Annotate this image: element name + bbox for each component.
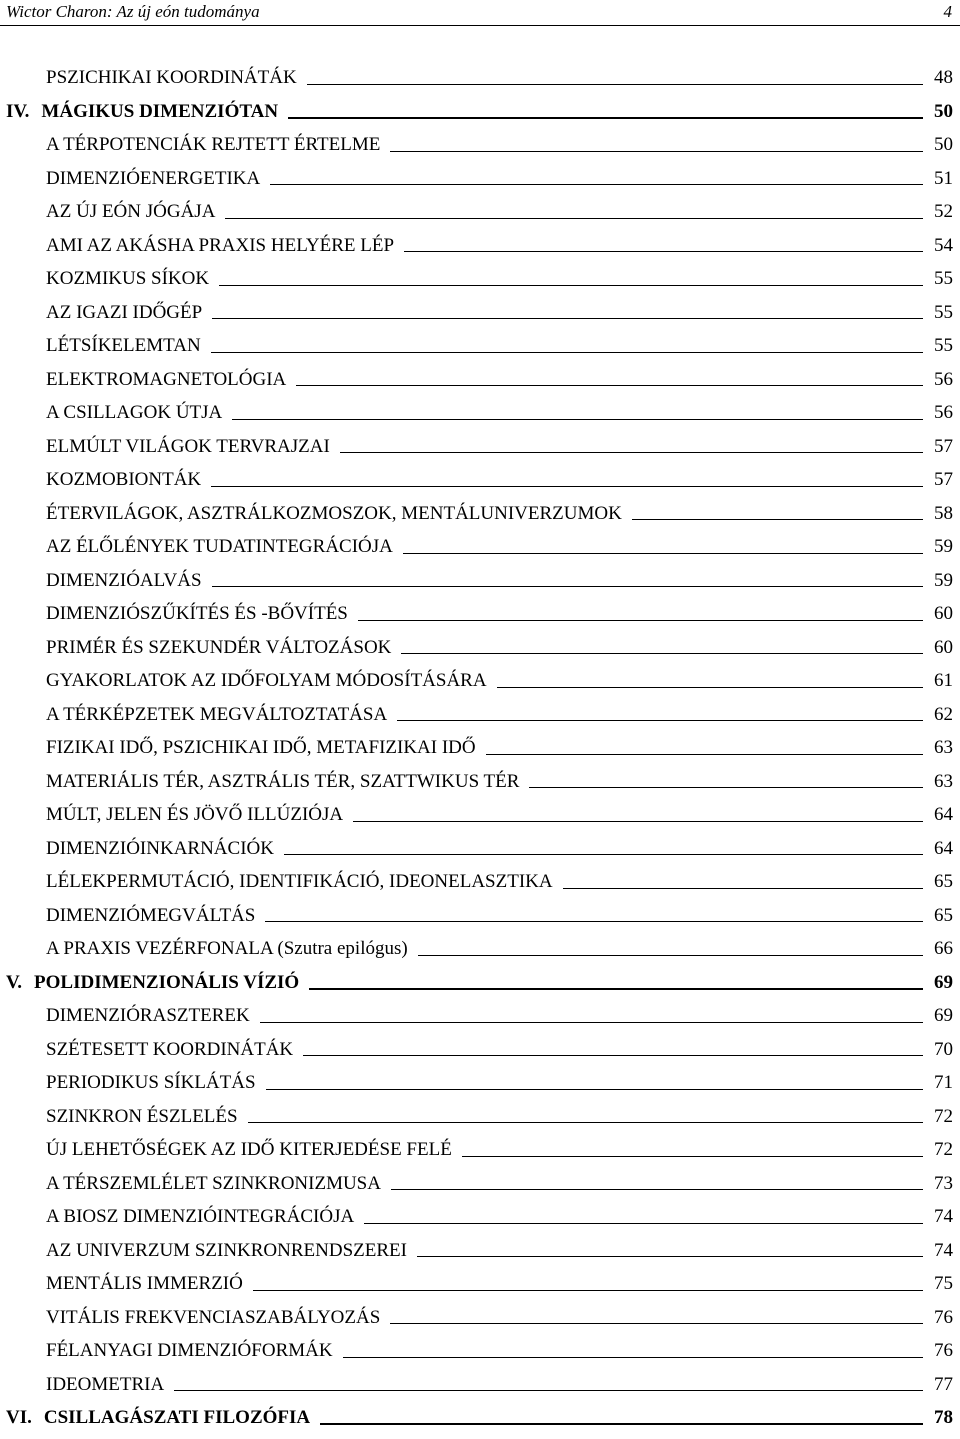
- toc-row[interactable]: [0, 832, 960, 866]
- toc-leader-line: [212, 585, 923, 587]
- toc-leader-line: [364, 1222, 923, 1224]
- toc-entry-title: A BIOSZ DIMENZIÓINTEGRÁCIÓJA: [46, 1206, 355, 1227]
- toc-leader-line: [486, 753, 923, 755]
- toc-row[interactable]: [0, 1368, 960, 1402]
- toc-row[interactable]: [0, 1267, 960, 1301]
- toc-leader-line: [296, 384, 923, 386]
- toc-leader-line: [211, 485, 923, 487]
- toc-leader-line: [397, 719, 923, 721]
- toc-entry-title: PERIODIKUS SÍKLÁTÁS: [46, 1072, 256, 1093]
- toc-leader-line: [307, 83, 923, 85]
- toc-entry-title: DIMENZIÓSZŰKÍTÉS ÉS -BŐVÍTÉS: [46, 603, 348, 624]
- toc-page-number: 74: [934, 1239, 953, 1261]
- toc-page-number: 60: [934, 603, 953, 624]
- toc-entry-title: LÉLEKPERMUTÁCIÓ, IDENTIFIKÁCIÓ, IDEONELASZTIKA: [46, 871, 553, 892]
- running-header-page-number: 4: [943, 2, 952, 21]
- toc-leader-line: [174, 1389, 923, 1391]
- toc-row[interactable]: [0, 1066, 960, 1100]
- toc-chapter-title: MÁGIKUS DIMENZIÓTAN: [41, 100, 279, 122]
- toc-page-number: 76: [934, 1340, 953, 1361]
- toc-entry-title: ÉTERVILÁGOK, ASZTRÁLKOZMOSZOK, MENTÁLUNIVERZUMOK: [46, 502, 622, 524]
- toc-entry-title: SZÉTESETT KOORDINÁTÁK: [46, 1038, 294, 1060]
- toc-page-number: 51: [934, 167, 953, 189]
- toc-leader-line: [288, 116, 923, 119]
- toc-row[interactable]: [0, 1234, 960, 1268]
- toc-entry-title: KOZMOBIONTÁK: [46, 469, 202, 490]
- toc-page-number: 56: [934, 368, 953, 390]
- toc-leader-line: [462, 1155, 923, 1157]
- toc-row[interactable]: [0, 1167, 960, 1201]
- toc-page-number: 78: [934, 1407, 953, 1428]
- toc-entry-title: PSZICHIKAI KOORDINÁTÁK: [46, 67, 297, 88]
- toc-entry-title: DIMENZIÓENERGETIKA: [46, 167, 261, 189]
- toc-page-number: 55: [934, 301, 953, 323]
- toc-page-number: 55: [934, 268, 953, 289]
- page-header: [0, 0, 960, 26]
- toc-leader-line: [390, 150, 923, 152]
- toc-page-number: 52: [934, 201, 953, 222]
- toc-leader-line: [320, 1422, 923, 1425]
- toc-leader-line: [219, 284, 923, 286]
- toc-page-number: 69: [934, 1005, 953, 1026]
- toc-row[interactable]: [0, 497, 960, 531]
- toc-entry-title: ELEKTROMAGNETOLÓGIA: [46, 368, 287, 390]
- toc-row[interactable]: [0, 128, 960, 162]
- toc-row[interactable]: [0, 999, 960, 1033]
- toc-row[interactable]: [0, 1100, 960, 1134]
- toc-row[interactable]: [0, 597, 960, 631]
- toc-entry-title: FÉLANYAGI DIMENZIÓFORMÁK: [46, 1340, 333, 1361]
- toc-row[interactable]: [0, 932, 960, 966]
- toc-entry-title: DIMENZIÓRASZTEREK: [46, 1005, 250, 1026]
- toc-entry-title: A CSILLAGOK ÚTJA: [46, 402, 223, 423]
- toc-page-number: 65: [934, 871, 953, 892]
- toc-entry-title: AMI AZ AKÁSHA PRAXIS HELYÉRE LÉP: [46, 234, 395, 256]
- toc-leader-line: [403, 552, 923, 554]
- toc-leader-line: [497, 686, 923, 688]
- toc-entry-title: A TÉRKÉPZETEK MEGVÁLTOZTATÁSA: [46, 703, 388, 725]
- toc-row[interactable]: [0, 631, 960, 665]
- toc-leader-line: [248, 1121, 923, 1123]
- toc-row[interactable]: [0, 296, 960, 330]
- toc-page-number: 58: [934, 502, 953, 524]
- toc-page-number: 71: [934, 1072, 953, 1093]
- toc-leader-line: [303, 1054, 923, 1056]
- toc-leader-line: [401, 652, 923, 654]
- toc-row[interactable]: [0, 1334, 960, 1368]
- toc-page-number: 54: [934, 234, 953, 256]
- toc-entry-title: GYAKORLATOK AZ IDŐFOLYAM MÓDOSÍTÁSÁRA: [46, 670, 487, 691]
- toc-entry-title: DIMENZIÓMEGVÁLTÁS: [46, 904, 256, 926]
- toc-row[interactable]: [0, 262, 960, 296]
- toc-leader-line: [353, 820, 923, 822]
- toc-entry-title: SZINKRON ÉSZLELÉS: [46, 1105, 238, 1127]
- toc-page-number: 63: [934, 737, 953, 758]
- toc-row[interactable]: [0, 195, 960, 229]
- toc-entry-title: AZ ÚJ EÓN JÓGÁJA: [46, 201, 216, 222]
- toc-page-number: 60: [934, 636, 953, 658]
- toc-row[interactable]: [0, 430, 960, 464]
- toc-chapter-title: CSILLAGÁSZATI FILOZÓFIA: [43, 1407, 311, 1428]
- toc-chapter-number: IV.: [6, 100, 30, 122]
- toc-row[interactable]: [0, 463, 960, 497]
- toc-page-number: 62: [934, 703, 953, 725]
- toc-leader-line: [358, 619, 923, 621]
- toc-row[interactable]: [0, 61, 960, 95]
- toc-entry-title: A TÉRSZEMLÉLET SZINKRONIZMUSA: [46, 1172, 381, 1194]
- toc-chapter-number: VI.: [6, 1407, 32, 1428]
- toc-leader-line: [309, 987, 923, 990]
- toc-row[interactable]: [0, 162, 960, 196]
- toc-row[interactable]: [0, 564, 960, 598]
- toc-row[interactable]: [0, 396, 960, 430]
- toc-page-number: 59: [934, 569, 953, 591]
- toc-page-number: 70: [934, 1038, 953, 1060]
- toc-entry-title: AZ ÉLŐLÉNYEK TUDATINTEGRÁCIÓJA: [46, 536, 393, 557]
- toc-entry-title: IDEOMETRIA: [46, 1373, 165, 1395]
- toc-entry-title: MÚLT, JELEN ÉS JÖVŐ ILLÚZIÓJA: [46, 804, 344, 825]
- toc-leader-line: [212, 317, 923, 319]
- toc-entry-title: ELMÚLT VILÁGOK TERVRAJZAI: [46, 435, 330, 457]
- toc-leader-line: [343, 1356, 923, 1358]
- table-of-contents: [0, 61, 960, 1435]
- toc-leader-line: [265, 920, 923, 922]
- toc-row[interactable]: [0, 865, 960, 899]
- toc-page-number: 64: [934, 804, 953, 825]
- toc-leader-line: [340, 451, 923, 453]
- toc-leader-line: [391, 1188, 923, 1190]
- toc-row[interactable]: [0, 1033, 960, 1067]
- toc-leader-line: [529, 786, 923, 788]
- toc-entry-title: MATERIÁLIS TÉR, ASZTRÁLIS TÉR, SZATTWIKUS TÉR: [46, 770, 520, 792]
- toc-leader-line: [418, 954, 923, 956]
- toc-leader-line: [211, 351, 923, 353]
- toc-chapter-row[interactable]: [0, 95, 960, 129]
- toc-page-number: 66: [934, 938, 953, 959]
- toc-page-number: 76: [934, 1306, 953, 1328]
- toc-page-number: 65: [934, 904, 953, 926]
- toc-row[interactable]: [0, 229, 960, 263]
- toc-leader-line: [417, 1255, 923, 1257]
- toc-leader-line: [270, 183, 923, 185]
- toc-page-number: 77: [934, 1373, 953, 1395]
- toc-leader-line: [260, 1021, 923, 1023]
- toc-chapter-row[interactable]: [0, 966, 960, 1000]
- toc-row[interactable]: [0, 1133, 960, 1167]
- toc-page-number: 57: [934, 435, 953, 457]
- toc-chapter-title: POLIDIMENZIONÁLIS VÍZIÓ: [34, 971, 300, 993]
- toc-entry-title: A PRAXIS VEZÉRFONALA (Szutra epilógus): [46, 938, 408, 959]
- toc-leader-line: [253, 1289, 923, 1291]
- toc-chapter-number: V.: [6, 971, 23, 993]
- toc-leader-line: [232, 418, 923, 420]
- toc-page-number: 50: [934, 100, 953, 122]
- toc-entry-title: AZ IGAZI IDŐGÉP: [46, 301, 203, 323]
- toc-entry-title: MENTÁLIS IMMERZIÓ: [46, 1273, 243, 1294]
- toc-entry-title: A TÉRPOTENCIÁK REJTETT ÉRTELME: [46, 134, 381, 155]
- toc-row[interactable]: [0, 765, 960, 799]
- toc-leader-line: [266, 1088, 923, 1090]
- toc-row[interactable]: [0, 530, 960, 564]
- toc-entry-title: DIMENZIÓALVÁS: [46, 569, 202, 591]
- toc-leader-line: [632, 518, 923, 520]
- toc-page-number: 63: [934, 770, 953, 792]
- toc-row[interactable]: [0, 899, 960, 933]
- toc-leader-line: [404, 250, 923, 252]
- toc-page-number: 69: [934, 971, 953, 993]
- toc-row[interactable]: [0, 798, 960, 832]
- toc-page-number: 59: [934, 536, 953, 557]
- toc-row[interactable]: [0, 698, 960, 732]
- toc-leader-line: [284, 853, 923, 855]
- toc-page-number: 74: [934, 1206, 953, 1227]
- toc-row[interactable]: [0, 664, 960, 698]
- toc-row[interactable]: [0, 363, 960, 397]
- toc-page-number: 64: [934, 837, 953, 859]
- toc-entry-title: PRIMÉR ÉS SZEKUNDÉR VÁLTOZÁSOK: [46, 636, 392, 658]
- toc-leader-line: [563, 887, 923, 889]
- toc-page-number: 48: [934, 67, 953, 88]
- toc-entry-title: DIMENZIÓINKARNÁCIÓK: [46, 837, 274, 859]
- toc-page-number: 55: [934, 335, 953, 356]
- toc-leader-line: [390, 1322, 923, 1324]
- toc-row[interactable]: [0, 1301, 960, 1335]
- toc-row[interactable]: [0, 731, 960, 765]
- toc-row[interactable]: [0, 329, 960, 363]
- toc-entry-title: LÉTSÍKELEMTAN: [46, 335, 201, 356]
- toc-entry-title: VITÁLIS FREKVENCIASZABÁLYOZÁS: [46, 1306, 381, 1328]
- toc-entry-title: ÚJ LEHETŐSÉGEK AZ IDŐ KITERJEDÉSE FELÉ: [46, 1139, 452, 1160]
- toc-row[interactable]: [0, 1200, 960, 1234]
- toc-chapter-row[interactable]: [0, 1401, 960, 1435]
- toc-page-number: 73: [934, 1172, 953, 1194]
- toc-page-number: 75: [934, 1273, 953, 1294]
- toc-page-number: 56: [934, 402, 953, 423]
- toc-entry-title: FIZIKAI IDŐ, PSZICHIKAI IDŐ, METAFIZIKAI IDŐ: [46, 737, 476, 758]
- toc-page-number: 50: [934, 134, 953, 155]
- running-header-title: Wictor Charon: Az új eón tudománya: [6, 2, 260, 21]
- toc-page-number: 72: [934, 1105, 953, 1127]
- toc-page-number: 61: [934, 670, 953, 691]
- toc-leader-line: [225, 217, 923, 219]
- toc-entry-title: AZ UNIVERZUM SZINKRONRENDSZEREI: [46, 1239, 407, 1261]
- toc-page-number: 57: [934, 469, 953, 490]
- toc-entry-title: KOZMIKUS SÍKOK: [46, 268, 210, 289]
- toc-page-number: 72: [934, 1139, 953, 1160]
